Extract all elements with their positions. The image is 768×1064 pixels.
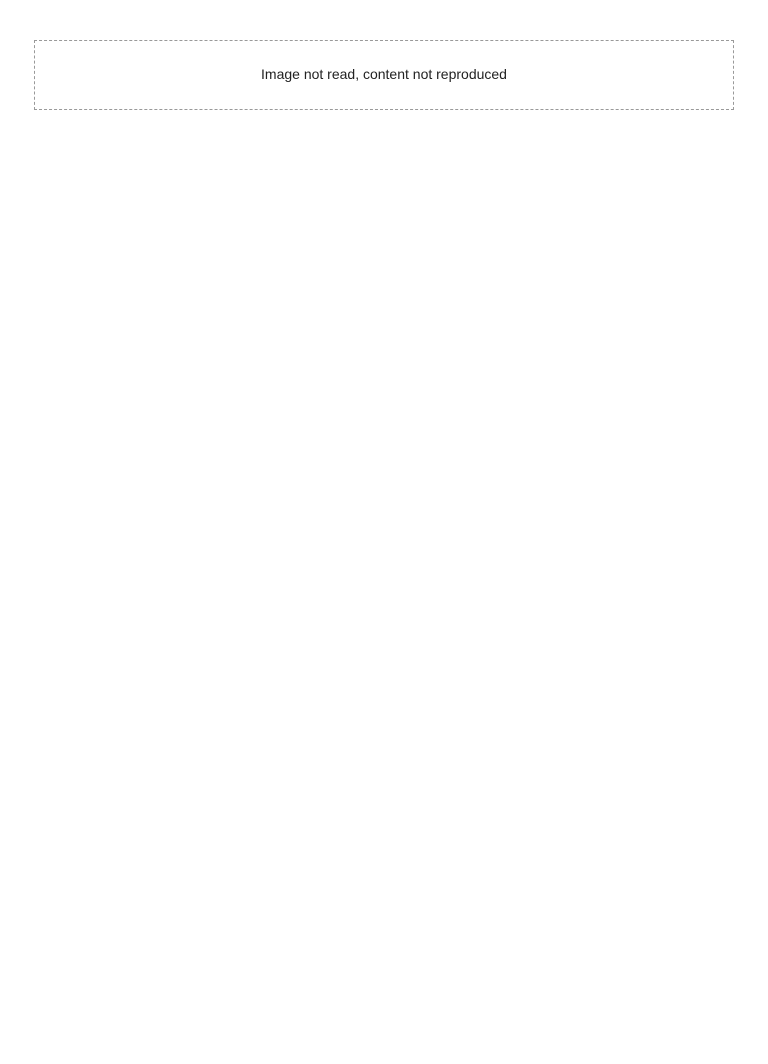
notice-text: Image not read, content not reproduced	[261, 66, 507, 82]
placeholder-notice	[34, 40, 734, 110]
